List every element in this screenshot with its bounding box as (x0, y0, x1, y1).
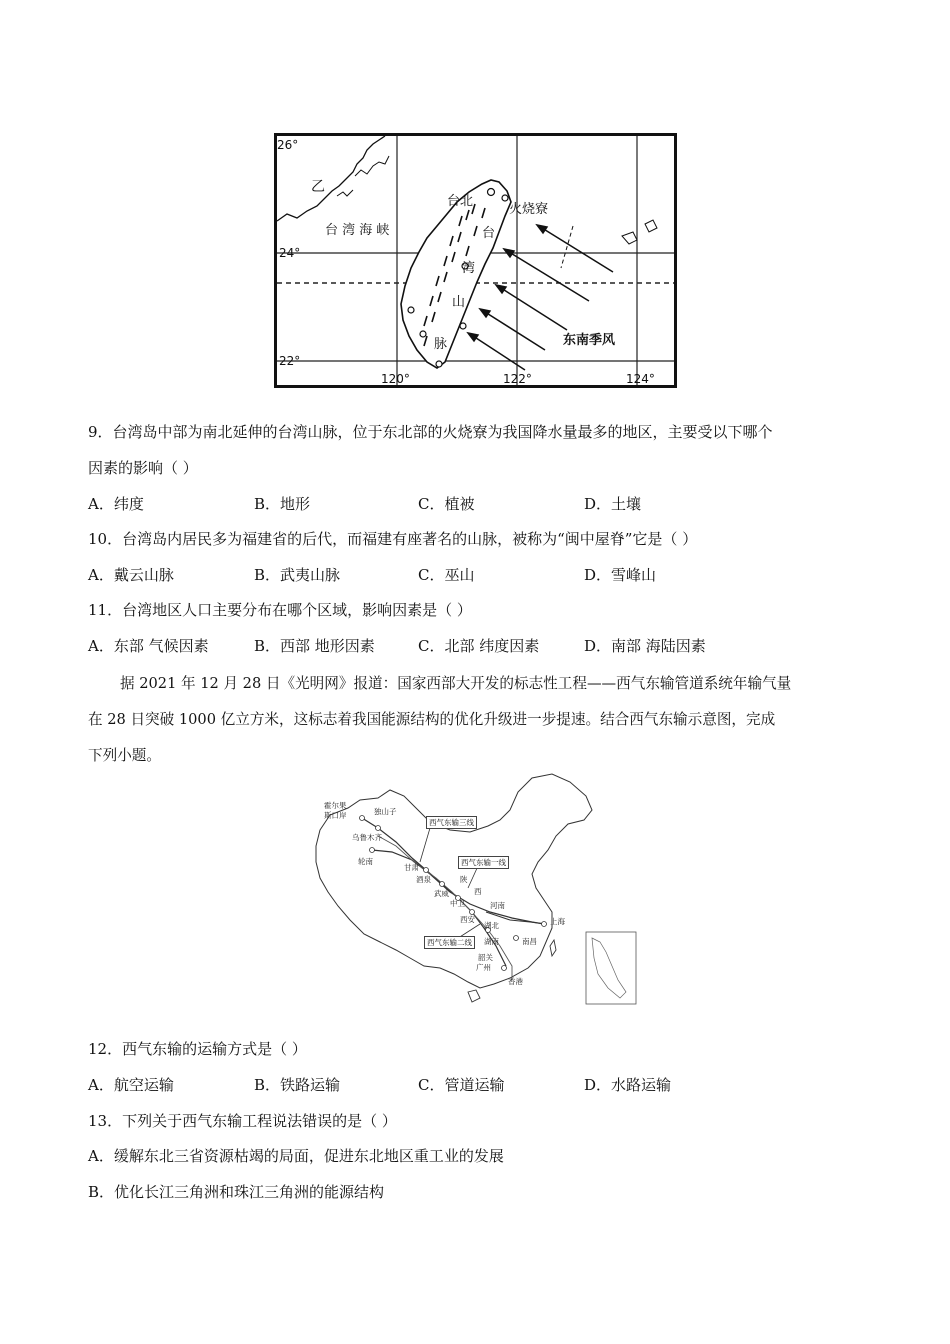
q12-option-d[interactable]: D．水路运输 (584, 1076, 672, 1094)
q12-option-a[interactable]: A．航空运输 (88, 1076, 174, 1094)
q10-option-d[interactable]: D．雪峰山 (584, 566, 657, 584)
place-xian: 西安 (460, 915, 475, 924)
place-hunan: 湖南 (484, 937, 499, 946)
q10-option-c[interactable]: C．巫山 (418, 566, 475, 584)
passage-line3: 下列小题。 (88, 747, 161, 764)
place-horgos-2: 斯口岸 (324, 811, 347, 820)
pipeline-map (300, 770, 645, 1010)
lon-label-124: 124° (626, 372, 655, 386)
place-shaan: 陕 (460, 875, 468, 884)
q10-option-a[interactable]: A．戴云山脉 (88, 566, 174, 584)
place-mai: 脉 (434, 337, 448, 352)
place-nanchang: 南昌 (522, 937, 537, 946)
place-shan: 山 (452, 295, 466, 310)
q11-option-c[interactable]: C．北部 纬度因素 (418, 637, 540, 655)
place-southeast-monsoon: 东南季风 (563, 333, 616, 348)
q11-option-b[interactable]: B．西部 地形因素 (254, 637, 375, 655)
place-urumqi: 乌鲁木齐 (352, 833, 382, 842)
q13-option-a[interactable]: A．缓解东北三省资源枯竭的局面，促进东北地区重工业的发展 (88, 1147, 504, 1165)
place-horgos-1: 霍尔果 (324, 801, 347, 810)
q13-text: 13．下列关于西气东输工程说法错误的是（ ） (88, 1112, 397, 1130)
place-yi: 乙 (311, 179, 325, 195)
q12-option-b[interactable]: B．铁路运输 (254, 1076, 341, 1094)
place-shaoguan: 韶关 (478, 953, 493, 962)
place-zhongwei: 中卫 (450, 899, 465, 908)
place-gansu: 甘肃 (404, 863, 419, 872)
q11-option-a[interactable]: A．东部 气候因素 (88, 637, 209, 655)
lon-label-122: 122° (503, 372, 532, 386)
place-wuwei: 武威 (434, 889, 449, 898)
label-line-3: 西气东输三线 (426, 816, 477, 829)
q10-option-b[interactable]: B．武夷山脉 (254, 566, 341, 584)
q9-text-line1: 9．台湾岛中部为南北延伸的台湾山脉，位于东北部的火烧寮为我国降水量最多的地区，主要受以下哪个 (88, 423, 773, 441)
place-tai: 台 (482, 226, 496, 241)
q12-text: 12．西气东输的运输方式是（ ） (88, 1040, 307, 1058)
q9-option-d[interactable]: D．土壤 (584, 495, 642, 513)
q11-text: 11．台湾地区人口主要分布在哪个区域，影响因素是（ ） (88, 601, 472, 619)
place-taiwan-strait: 台 湾 海 峡 (325, 223, 390, 238)
q9-text-line2: 因素的影响（ ） (88, 459, 198, 477)
place-guangzhou: 广州 (476, 963, 491, 972)
place-jiuquan: 酒泉 (416, 875, 431, 884)
q13-option-b[interactable]: B．优化长江三角洲和珠江三角洲的能源结构 (88, 1183, 385, 1201)
q9-option-c[interactable]: C．植被 (418, 495, 475, 513)
q12-option-c[interactable]: C．管道运输 (418, 1076, 505, 1094)
q9-option-a[interactable]: A．纬度 (88, 495, 144, 513)
passage-line1: 据 2021 年 12 月 28 日《光明网》报道：国家西部大开发的标志性工程——西气东输管道系统年输气量 (120, 675, 792, 692)
q11-option-d[interactable]: D．南部 海陆因素 (584, 637, 706, 655)
pipeline-map-drawing (300, 770, 645, 1010)
place-henan: 河南 (490, 901, 505, 910)
place-wan: 湾 (462, 261, 476, 276)
passage-line2: 在 28 日突破 1000 亿立方米，这标志着我国能源结构的优化升级进一步提速。结合西气东输示意图，完成 (88, 711, 776, 728)
place-shanghai: 上海 (550, 917, 565, 926)
place-lunnan: 轮南 (358, 857, 373, 866)
place-xi: 西 (474, 887, 482, 896)
label-line-1: 西气东输一线 (458, 856, 509, 869)
lon-label-120: 120° (381, 372, 410, 386)
q10-text: 10．台湾岛内居民多为福建省的后代，而福建有座著名的山脉，被称为“闽中屋脊”它是（ ） (88, 530, 698, 548)
place-huoshaoliao: 火烧寮 (509, 202, 549, 217)
lat-label-22: 22° (279, 354, 301, 368)
place-dushanzi: 独山子 (374, 807, 397, 816)
lat-label-26: 26° (277, 138, 299, 152)
label-line-2: 西气东输二线 (424, 936, 475, 949)
place-xianggang: 香港 (508, 977, 523, 986)
place-hubei: 湖北 (484, 921, 499, 930)
taiwan-map (274, 133, 677, 388)
q9-option-b[interactable]: B．地形 (254, 495, 311, 513)
place-taibei: 台北 (447, 194, 474, 209)
lat-label-24: 24° (279, 246, 301, 260)
